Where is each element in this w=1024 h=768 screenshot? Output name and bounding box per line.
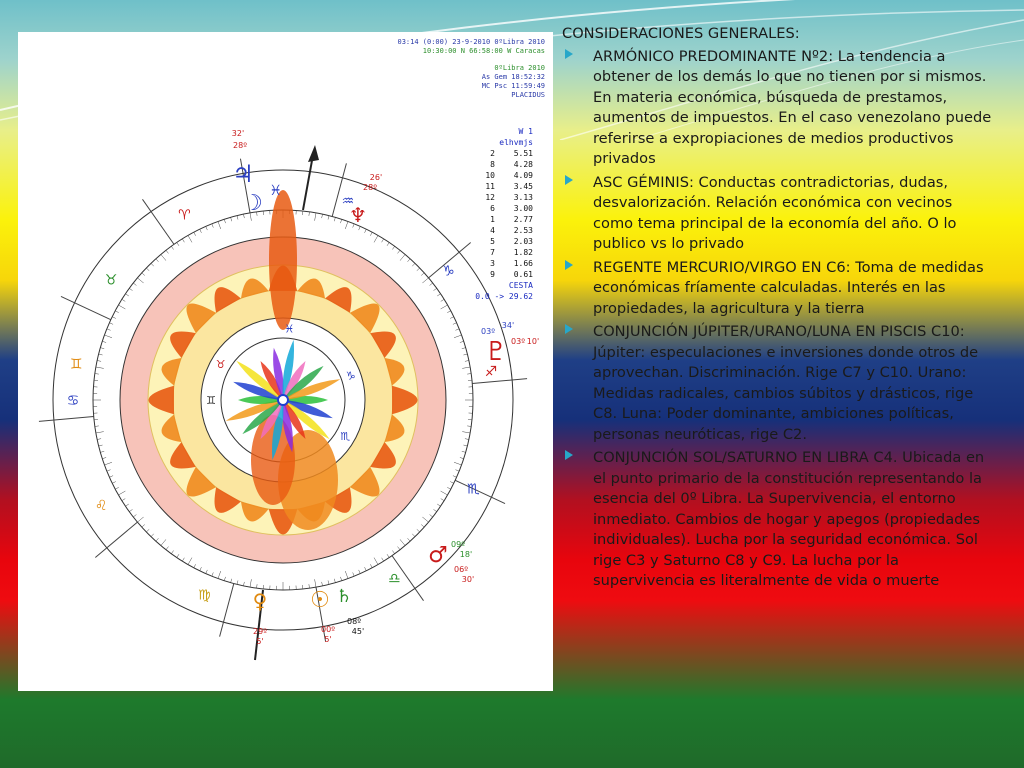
venus-deg-label: 00º <box>321 625 335 634</box>
harmonic-value: 3.00 <box>513 204 533 213</box>
mc-arrow-icon <box>308 145 319 162</box>
harmonics-subtitle: elhvmjs <box>499 138 533 147</box>
zodiac-sign-icon: ♎ <box>388 571 401 588</box>
harmonic-row <box>453 148 533 159</box>
harmonics-table <box>453 126 533 302</box>
harmonic-value: 1.82 <box>513 248 533 257</box>
harmonic-value: 4.28 <box>513 160 533 169</box>
zodiac-sign-icon: ♍ <box>198 587 211 604</box>
bullet-arrow-icon <box>565 260 573 270</box>
harmonic-value: 2.03 <box>513 237 533 246</box>
harmonic-value: 3.13 <box>513 193 533 202</box>
bullet-text: ARMÓNICO PREDOMINANTE Nº2: La tendencia a obtener de los demás lo que no tienen por si mismos. En materia económica, búsqueda de prestamos, aumentos de impuestos. En el caso venezolano puede referirse a expropiaciones de medios productivos privados <box>593 47 992 167</box>
house-sign-icon: ♑ <box>345 369 356 383</box>
header-line-6: PLACIDUS <box>511 91 545 99</box>
harmonic-number: 2 <box>490 149 495 158</box>
harmonic-row <box>453 225 533 236</box>
sun-deg-label: 08º <box>347 617 361 626</box>
harmonic-value: 3.45 <box>513 182 533 191</box>
harmonic-value: 5.51 <box>513 149 533 158</box>
bullet-arrow-icon <box>565 450 573 460</box>
bullet-item <box>562 173 992 255</box>
sun-min-label: 45' <box>351 627 365 636</box>
header-line-2: 10:30:00 N 66:58:00 W Caracas <box>422 47 545 55</box>
bullet-item <box>562 47 992 170</box>
jupiter-icon: ♃ <box>232 160 254 188</box>
header-line-3: 0ºLibra 2010 <box>494 64 545 72</box>
range-label: 0.0 -> 29.62 <box>475 292 533 301</box>
moon-deg-label: 29º <box>253 627 267 636</box>
bullet-text: CONJUNCIÓN JÚPITER/URANO/LUNA EN PISCIS C10: Júpiter: especulaciones e inversiones donde otros de aprovechan. Discriminación. Rige C7 y C10. Urano: Medidas radicales, cambios súbitos y drásticos, rige C8. Luna: Poder dominante, ambiciones políticas, personas neuróticas, rige C2. <box>593 323 979 443</box>
harmonic-number: 10 <box>485 171 495 180</box>
main-flame <box>269 190 297 330</box>
venus-icon: ♀ <box>252 589 268 613</box>
harmonic-number: 3 <box>490 259 495 268</box>
bullet-arrow-icon <box>565 324 573 334</box>
zodiac-sign-icon: ♑ <box>442 263 455 280</box>
moon-min-label: 5' <box>256 637 264 646</box>
harmonic-row <box>453 258 533 269</box>
zodiac-sign-icon: ♊ <box>69 356 83 373</box>
harmonic-number: 7 <box>490 248 495 257</box>
pluto-icon: ♇ <box>484 337 508 367</box>
harmonic-number: 5 <box>490 237 495 246</box>
harmonic-number: 6 <box>490 204 495 213</box>
harmonics-title: W 1 <box>518 127 533 136</box>
zodiac-sign-icon: ♋ <box>66 393 80 409</box>
bullet-list <box>562 47 992 592</box>
neptune-min-label: 26' <box>369 173 383 182</box>
zodiac-sign-icon: ♏ <box>467 481 480 498</box>
header-line-1: 03:14 (0:00) 23-9-2010 0ºLibra 2010 <box>397 38 545 46</box>
center-dot <box>278 395 288 405</box>
harmonic-number: 12 <box>485 193 495 202</box>
sun-icon: ☉ <box>310 588 330 613</box>
house-sign-icon: ♊ <box>206 394 216 407</box>
bullet-arrow-icon <box>565 175 573 185</box>
harmonic-row <box>453 192 533 203</box>
saturn-deg-label: 06º <box>454 565 468 574</box>
harmonic-row <box>453 170 533 181</box>
zodiac-sign-icon: ♉ <box>104 272 118 289</box>
mars-icon: ♂ <box>428 543 448 568</box>
pluto2-deg-label: 03º <box>511 337 525 346</box>
chart-header <box>395 38 545 100</box>
neptune-icon: ♆ <box>349 203 367 227</box>
harmonic-value: 4.09 <box>513 171 533 180</box>
saturn-icon: ♄ <box>335 586 353 607</box>
harmonic-number: 11 <box>485 182 495 191</box>
harmonic-number: 8 <box>490 160 495 169</box>
venus-min-label: 5' <box>324 635 332 644</box>
section-heading: CONSIDERACIONES GENERALES: <box>562 25 800 42</box>
bullet-item <box>562 258 992 320</box>
harmonic-row <box>453 236 533 247</box>
harmonic-value: 0.61 <box>513 270 533 279</box>
harmonic-value: 1.66 <box>513 259 533 268</box>
harmonic-row <box>453 269 533 280</box>
house-sign-icon: ♉ <box>215 358 226 371</box>
moon-icon: ☽ <box>243 191 263 216</box>
bullet-text: ASC GÉMINIS: Conductas contradictorias, dudas, desvalorización. Relación económica con vecinos como tema principal de la economía del año. O lo publico vs lo privado <box>593 173 957 252</box>
harmonic-value: 2.53 <box>513 226 533 235</box>
pluto-deg-label: 03º <box>481 327 495 336</box>
pluto2-min-label: 10' <box>526 337 540 346</box>
harmonic-value: 2.77 <box>513 215 533 224</box>
cesta-label: CESTA <box>508 281 533 290</box>
neptune-deg-label: 28º <box>363 183 377 192</box>
bullet-arrow-icon <box>565 49 573 59</box>
harmonic-number: 9 <box>490 270 495 279</box>
mars-deg-label: 09º <box>451 540 465 549</box>
saturn-min-label: 30' <box>461 575 475 584</box>
bullet-text: CONJUNCIÓN SOL/SATURNO EN LIBRA C4. Ubicada en el punto primario de la constitución representando la esencia del 0º Libra. La Supervivencia, el entorno inmediato. Cambios de hogar y apegos (propiedades individuales). Lucha por la seguridad económica. Sol rige C3 y Saturno C8 y C9. La lucha por la supervivencia es literalmente de vida o muerte <box>593 449 985 589</box>
harmonic-row <box>453 203 533 214</box>
astrology-chart-panel <box>18 32 553 691</box>
jupiter-deg-label: 28º <box>233 141 247 150</box>
zodiac-sign-icon: ♓ <box>269 183 282 200</box>
zodiac-sign-icon: ♌ <box>94 498 108 514</box>
zodiac-sign-icon: ♐ <box>484 363 498 380</box>
text-panel <box>562 24 992 595</box>
harmonic-number: 4 <box>490 226 495 235</box>
harmonic-row <box>453 214 533 225</box>
harmonic-row <box>453 181 533 192</box>
pluto-min-label: 34' <box>501 321 515 330</box>
bullet-item <box>562 448 992 592</box>
harmonic-row <box>453 247 533 258</box>
house-sign-icon: ♓ <box>284 322 295 336</box>
bullet-text: REGENTE MERCURIO/VIRGO EN C6: Toma de medidas económicas fríamente calculadas. Interés en las propiedades, la agricultura y la tierra <box>593 258 984 317</box>
bullet-item <box>562 322 992 445</box>
zodiac-sign-icon: ♈ <box>178 207 191 224</box>
zodiac-sign-icon: ♒ <box>341 193 355 210</box>
harmonic-row <box>453 159 533 170</box>
header-line-4: As Gem 18:52:32 <box>481 73 545 81</box>
harmonic-number: 1 <box>490 215 495 224</box>
mars-min-label: 18' <box>459 550 473 559</box>
jupiter-min-label: 32' <box>231 129 245 138</box>
house-sign-icon: ♏ <box>340 430 351 443</box>
header-line-5: MC Psc 11:59:49 <box>481 82 545 90</box>
